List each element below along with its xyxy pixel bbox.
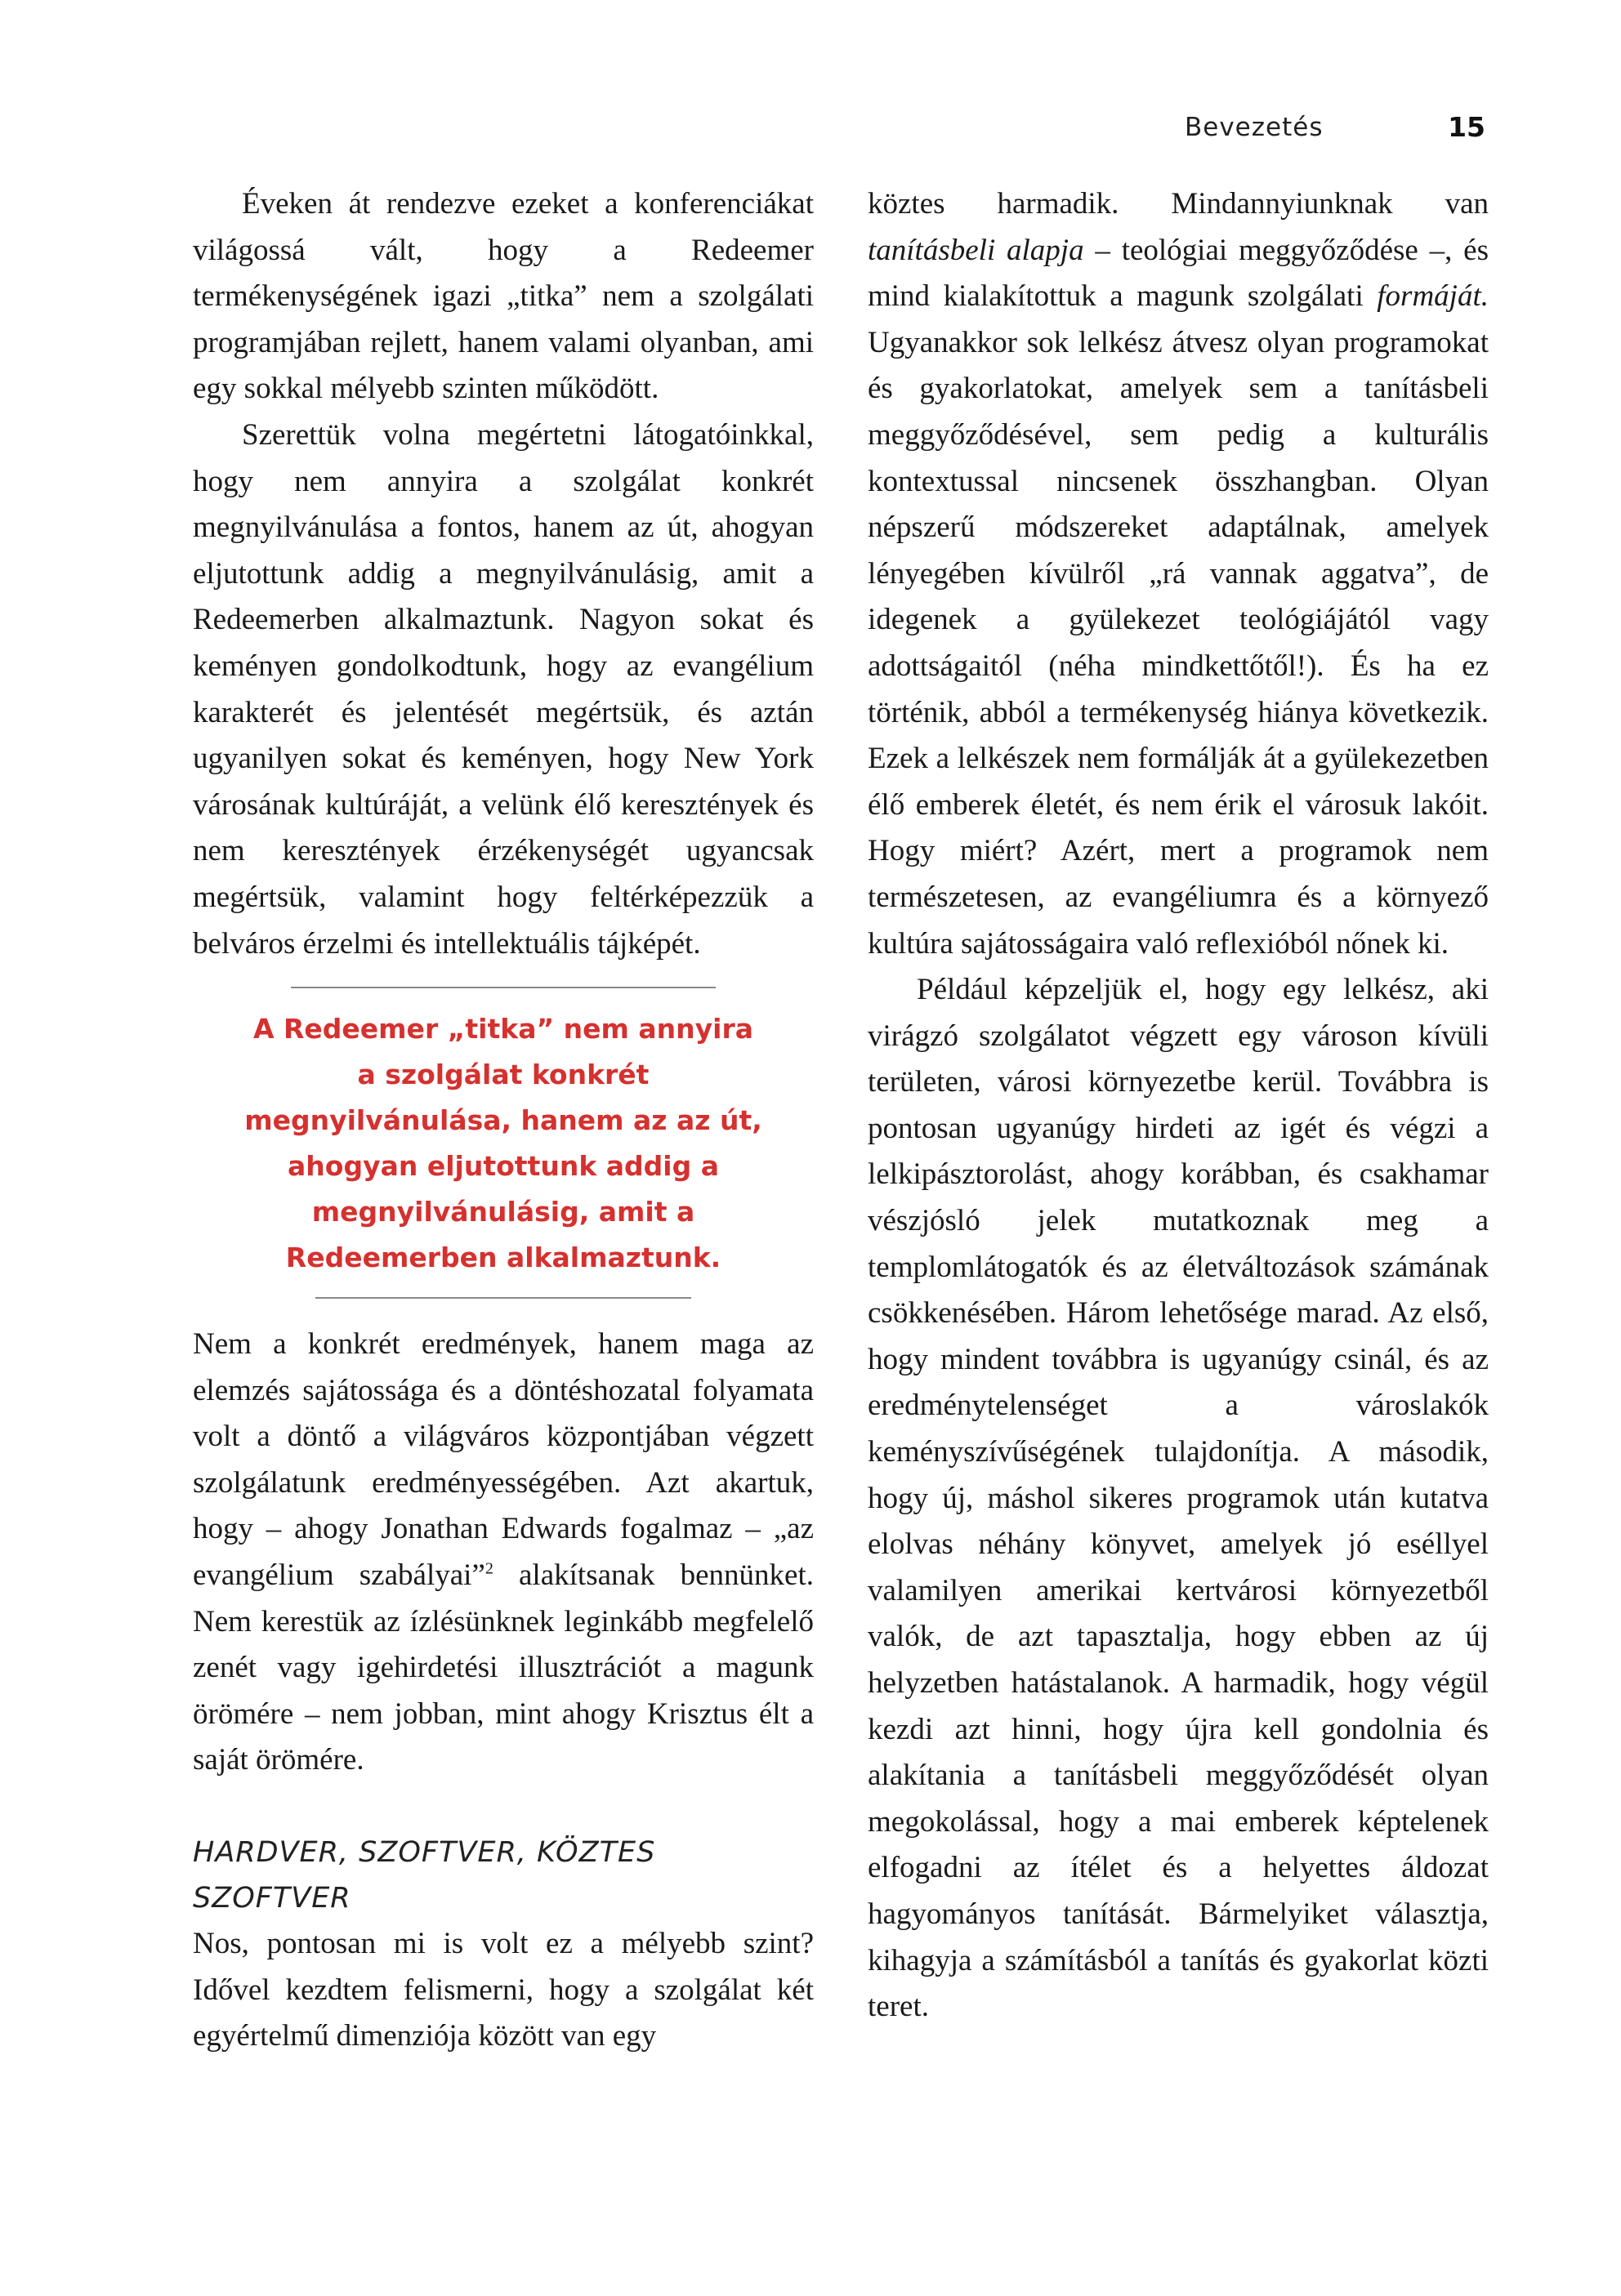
page-number: 15 <box>1448 111 1485 143</box>
paragraph: Szerettük volna megértetni látogatóinkkal, hogy nem annyira a szolgálat konkrét megnyilvánulása a fontos, hanem az út, ahogyan eljutottunk addig a megnyilvánulásig, amit a Redeemerben alkalmaztunk. Nagyon sokat és keményen gondolkodtunk, hogy az evangélium karakterét és jelentését megértsük, és aztán ugyanilyen sokat és keményen, hogy New York városának kultúráját, a velünk élő keresztények és nem keresztények érzékenységét ugyancsak megértsük, valamint hogy feltérképezzük a belváros érzelmi és intellektuális tájképét. <box>193 417 814 961</box>
divider <box>315 1297 691 1299</box>
paragraph <box>193 1322 814 1784</box>
emphasis: tanításbeli alapja <box>868 233 1084 267</box>
footnote-marker: 2 <box>485 1559 493 1578</box>
paragraph-text: Nem a konkrét eredmények, hanem maga az elemzés sajátossága és a döntéshozatal folyamata volt a döntő a világváros központjában végzett szolgálatunk eredményességében. Azt akartuk, hogy – ahogy Jonathan Edwards fogalmaz – „az evangélium szabályai” <box>193 1327 814 1593</box>
paragraph <box>868 181 1489 967</box>
running-header-section: Bevezetés <box>1185 113 1324 142</box>
right-column <box>868 181 1489 2031</box>
paragraph: Például képzeljük el, hogy egy lelkész, aki virágzó szolgálatot végzett egy városon kívüli területen, városi környezetbe kerül. Továbbra is pontosan ugyanúgy hirdeti az igét és végzi a lelkipásztorolást, ahogy korábban, és csakhamar vészjósló jelek mutatkoznak meg a templomlátogatók és az életváltozások számának csökkenésében. Három lehetősége marad. Az első, hogy mindent továbbra is ugyanúgy csinál, és az eredménytelenséget a városlakók keményszívűségének tulajdonítja. A második, hogy új, máshol sikeres programok után kutatva elolvas néhány könyvet, amelyek jó eséllyel valamilyen amerikai kertvárosi környezetből valók, de azt tapasztalja, hogy ebben az új helyzetben hatástalanok. A harmadik, hogy végül kezdi azt hinni, hogy újra kell gondolnia és alakítania a tanításbeli meggyőződését olyan megokolással, hogy a mai emberek képtelenek elfogadni az ítélet és a helyettes áldozat hagyományos tanítását. Bármelyiket választja, kihagyja a számításból a tanítás és gyakorlat közti teret. <box>868 973 1489 2024</box>
paragraph-text: Ugyanakkor sok lelkész átvesz olyan programokat és gyakorlatokat, amelyek sem a tanításbeli meggyőződésével, sem pedig a kulturális kontextussal nincsenek összhangban. Olyan népszerű módszereket adaptálnak, amelyek lényegében kívülről „rá vannak aggatva”, de idegenek a gyülekezet teológiájától vagy adottságaitól (néha mindkettőtől!). És ha ez történik, abból a termékenység hiánya következik. Ezek a lelkészek nem formálják át a gyülekezetben élő emberek életét, és nem érik el városuk lakóit. Hogy miért? Azért, mert a programok nem természetesen, az evangéliumra és a környező kultúra sajátosságaira való reflexióból nőnek ki. <box>868 325 1489 961</box>
paragraph: Nos, pontosan mi is volt ez a mélyebb szint? Idővel kezdtem felismerni, hogy a szolgálat két egyértelmű dimenziója között van egy <box>193 1927 814 2053</box>
paragraph: Éveken át rendezve ezeket a konferenciákat világossá vált, hogy a Redeemer termékenységének igazi „titka” nem a szolgálati programjában rejlett, hanem valami olyanban, ami egy sokkal mélyebb szinten működött. <box>193 187 814 406</box>
running-header <box>899 113 1485 154</box>
pull-quote: A Redeemer „titka” nem annyira a szolgálat konkrét megnyilvánulása, hanem az az út, ahogyan eljutottunk addig a megnyilvánulásig, amit a Redeemerben alkalmaztunk. <box>244 1013 762 1274</box>
section-heading: HARDVER, SZOFTVER, KÖZTES SZOFTVER <box>193 1836 656 1915</box>
emphasis: formáját. <box>1377 279 1489 314</box>
paragraph-text: köztes harmadik. Mindannyiunknak van <box>868 187 1489 221</box>
divider <box>291 987 716 988</box>
paragraph-text: – teológiai meggyőződése –, és mind kialakítottuk a magunk szolgálati <box>868 233 1489 314</box>
paragraph-text: alakítsanak bennünket. Nem kerestük az ízlésünknek leginkább megfelelő zenét vagy igehirdetési illusztrációt a magunk örömére – nem jobban, mint ahogy Krisztus élt a saját örömére. <box>193 1558 814 1777</box>
left-column <box>193 181 814 2060</box>
pull-quote-block <box>193 987 814 1299</box>
